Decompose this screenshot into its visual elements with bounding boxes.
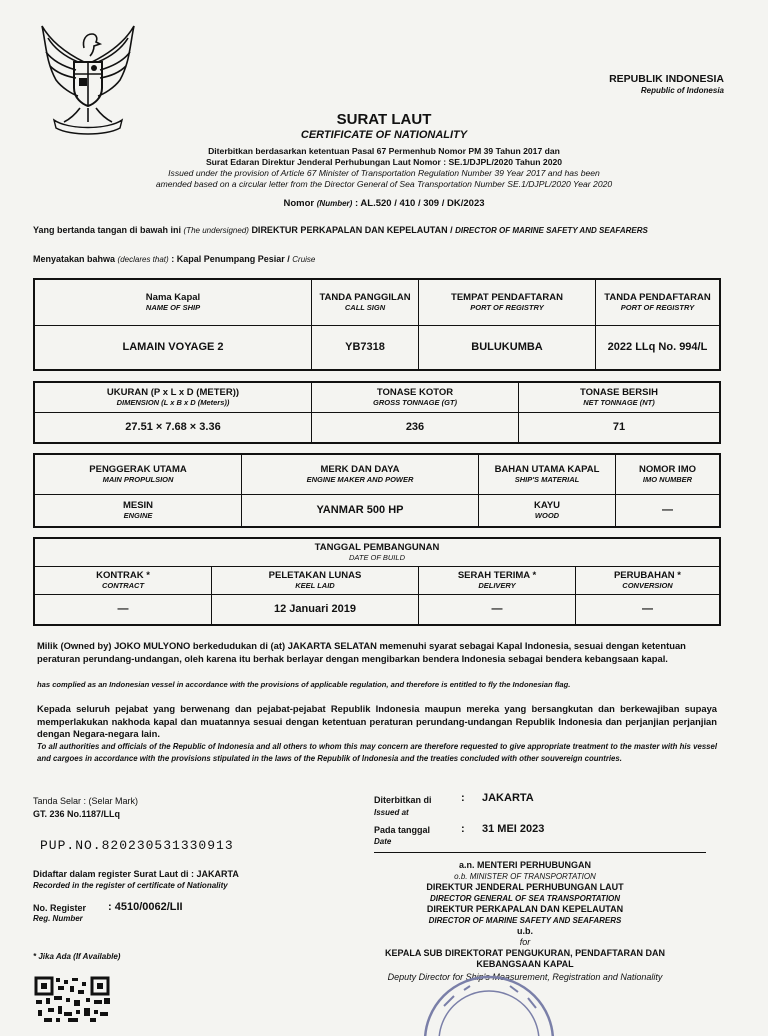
header-label-en: PORT OF REGISTRY xyxy=(470,302,544,312)
delivery-value: — xyxy=(419,594,576,625)
header-label: MERK DAN DAYA xyxy=(320,463,400,475)
header-registration-mark xyxy=(596,279,721,325)
signature-ub: u.b. xyxy=(517,926,533,936)
header-label: TONASE KOTOR xyxy=(376,386,454,398)
header-label-en: CONVERSION xyxy=(622,580,673,590)
value-label-en: WOOD xyxy=(534,510,560,520)
registered-at-en: Recorded in the register of certificate of Nationality xyxy=(33,881,228,890)
divider xyxy=(374,852,706,853)
register-number-value: : 4510/0062/LII xyxy=(108,901,183,913)
table-header-row xyxy=(34,454,720,494)
header-label-en: CALL SIGN xyxy=(344,302,386,312)
header-label-en: ENGINE MAKER AND POWER xyxy=(306,474,414,484)
header-label: TEMPAT PENDAFTARAN xyxy=(451,291,563,303)
header-label: PELETAKAN LUNAS xyxy=(268,569,362,581)
header-port-registry xyxy=(419,279,596,325)
legal-basis-line: Diterbitkan berdasarkan ketentuan Pasal 67 Permenhub Nomor PM 39 Tahun 2017 dan xyxy=(208,146,560,156)
header-label-en: DELIVERY xyxy=(478,580,516,590)
conversion-value: — xyxy=(576,594,721,625)
registered-at: Didaftar dalam register Surat Laut di : JAKARTA xyxy=(33,869,239,879)
undersigned-label: Yang bertanda tangan di bawah ini xyxy=(33,225,182,235)
ship-material-value xyxy=(479,494,616,527)
ownership-statement: Milik (Owned by) JOKO MULYONO berkedudukan di (at) JAKARTA SELATAN memenuhi syarat sebagai Kapal Indonesia, sesuai dengan ketentuan peraturan perundang-undangan, oleh karena itu berhak berlayar dengan mengibarkan bendera Indonesia sebagai bendera kebangsaan kapal. xyxy=(37,640,686,664)
declares-label: Menyatakan bahwa xyxy=(33,254,116,264)
header-gross-tonnage xyxy=(312,382,519,412)
undersigned-statement xyxy=(33,225,723,237)
imo-number-value: — xyxy=(616,494,721,527)
header-label-en: NAME OF SHIP xyxy=(145,302,201,312)
issued-at-label: Diterbitkan di xyxy=(374,795,432,805)
legal-basis-line-en: Issued under the provision of Article 67 Minister of Transportation Regulation Number 39 Year 2017 and has been xyxy=(168,168,600,178)
header-call-sign xyxy=(312,279,419,325)
header-label-en: IMO NUMBER xyxy=(642,474,693,484)
table-row xyxy=(34,325,720,370)
table-header-row xyxy=(34,382,720,412)
date-of-build-title xyxy=(34,538,720,566)
authorities-request: Kepada seluruh pejabat yang berwenang dan pejabat-pejabat Republik Indonesia maupun mereka yang bersangkutan dan berkewajiban supaya memperlakukan nakhoda kapal dan muatannya sesuai dengan ketentuan peraturan perundang-undangan Republik Indonesia dan perjanjian perjanjian dengan Negara-negara lain. xyxy=(37,703,717,739)
date-label: Pada tanggal xyxy=(374,825,431,835)
dimension-value: 27.51 × 7.68 × 3.36 xyxy=(34,412,312,443)
table-header-row xyxy=(34,279,720,325)
net-tonnage-value: 71 xyxy=(519,412,721,443)
keel-laid-value: 12 Januari 2019 xyxy=(212,594,419,625)
header-label-en: SHIP'S MATERIAL xyxy=(514,474,580,484)
header-contract xyxy=(34,566,212,594)
certificate-number xyxy=(0,198,768,209)
header-label: TANDA PANGGILAN xyxy=(319,291,411,303)
header-label: Nama Kapal xyxy=(145,291,201,303)
table-title-row xyxy=(34,538,720,566)
date-of-build-table xyxy=(33,537,721,626)
propulsion-table xyxy=(33,453,721,528)
issued-at-label-en: Issued at xyxy=(374,808,409,817)
legal-basis xyxy=(94,146,674,190)
signature-line: KEPALA SUB DIREKTORAT PENGUKURAN, PENDAFTARAN DAN KEBANGSAAN KAPAL xyxy=(384,948,665,969)
if-available-note: * Jika Ada (If Available) xyxy=(33,952,121,961)
header-label: NOMOR IMO xyxy=(639,463,696,475)
signature-line: a.n. MENTERI PERHUBUNGAN xyxy=(458,860,591,870)
header-engine-maker xyxy=(242,454,479,494)
header-label: PERUBAHAN * xyxy=(613,569,682,581)
registration-mark: 2022 LLq No. 994/L xyxy=(596,325,721,370)
header-label: TANDA PENDAFTARAN xyxy=(604,291,711,303)
header-label-en: DATE OF BUILD xyxy=(349,552,405,562)
header-label-en: GROSS TONNAGE (GT) xyxy=(372,397,458,407)
issued-at-value: JAKARTA xyxy=(482,792,534,804)
republic-title-en: Republic of Indonesia xyxy=(640,86,724,95)
signature-line-en: DIRECTOR GENERAL OF SEA TRANSPORTATION xyxy=(429,894,621,903)
undersigned-value: DIREKTUR PERKAPALAN DAN KEPELAUTAN / xyxy=(251,225,453,235)
value-label-en: ENGINE xyxy=(123,510,153,520)
undersigned-value-en: DIRECTOR OF MARINE SAFETY AND SEAFARERS xyxy=(455,226,648,235)
number-value: : AL.520 / 410 / 309 / DK/2023 xyxy=(354,198,485,209)
register-number-label: No. Register xyxy=(33,903,87,913)
signature-for: for xyxy=(519,937,531,947)
declares-statement xyxy=(33,254,723,266)
legal-basis-line: Surat Edaran Direktur Jenderal Perhubungan Laut Nomor : SE.1/DJPL/2020 Tahun 2020 xyxy=(205,157,563,167)
ownership-statement-en: has complied as an Indonesian vessel in accordance with the provisions of applicable regulation, and therefore is entitled to fly the Indonesian flag. xyxy=(37,680,571,689)
ship-name: LAMAIN VOYAGE 2 xyxy=(34,325,312,370)
date-value: 31 MEI 2023 xyxy=(482,823,545,835)
header-label-en: DIMENSION (L x B x D (Meters)) xyxy=(116,397,230,407)
value-label: KAYU xyxy=(533,499,561,511)
call-sign: YB7318 xyxy=(312,325,419,370)
signature-line-en: Deputy Director for Ship's Measurement, Registration and Nationality xyxy=(387,972,663,982)
header-label: KONTRAK * xyxy=(96,569,150,581)
ship-identity-table xyxy=(33,278,721,371)
header-label: UKURAN (P x L x D (METER)) xyxy=(106,386,240,398)
header-label: PENGGERAK UTAMA xyxy=(89,463,187,475)
selar-mark-value: GT. 236 No.1187/LLq xyxy=(33,809,121,819)
header-label-en: MAIN PROPULSION xyxy=(102,474,174,484)
pup-number: PUP.NO.820230531330913 xyxy=(40,838,234,853)
engine-maker-value: YANMAR 500 HP xyxy=(242,494,479,527)
official-stamp-icon xyxy=(414,966,564,1036)
header-ship-material xyxy=(479,454,616,494)
header-label-en: CONTRACT xyxy=(101,580,145,590)
table-header-row xyxy=(34,566,720,594)
declares-value: : Kapal Penumpang Pesiar / xyxy=(171,254,290,264)
header-label: TANGGAL PEMBANGUNAN xyxy=(314,541,440,553)
header-dimension xyxy=(34,382,312,412)
table-row xyxy=(34,494,720,527)
issued-at-separator: : xyxy=(461,792,465,804)
date-separator: : xyxy=(461,823,465,835)
header-net-tonnage xyxy=(519,382,721,412)
header-label: TONASE BERSIH xyxy=(580,386,658,398)
signature-line-en: DIRECTOR OF MARINE SAFETY AND SEAFARERS xyxy=(428,916,622,925)
document-title: SURAT LAUT xyxy=(336,111,432,128)
authorities-request-en: To all authorities and officials of the Republic of Indonesia and all others to whom this may concern are therefore requested to give appropriate treatment to the master with his vessel and cargoes in accordance with the provisions stipulated in the laws of the Republik of Indonesia and the treaties concluded with other souvereign countries. xyxy=(37,742,717,763)
undersigned-label-en: (The undersigned) xyxy=(183,226,249,235)
table-row xyxy=(34,594,720,625)
tonnage-table xyxy=(33,381,721,444)
signature-line-en: o.b. MINISTER OF TRANSPORTATION xyxy=(454,872,596,881)
document-subtitle: CERTIFICATE OF NATIONALITY xyxy=(300,129,468,141)
header-label-en: NET TONNAGE (NT) xyxy=(583,397,655,407)
table-row xyxy=(34,412,720,443)
main-propulsion-value xyxy=(34,494,242,527)
number-label: Nomor xyxy=(283,198,315,209)
gross-tonnage-value: 236 xyxy=(312,412,519,443)
header-keel-laid xyxy=(212,566,419,594)
header-label: BAHAN UTAMA KAPAL xyxy=(494,463,600,475)
signature-block xyxy=(340,860,710,983)
port-registry: BULUKUMBA xyxy=(419,325,596,370)
contract-value: — xyxy=(34,594,212,625)
header-main-propulsion xyxy=(34,454,242,494)
header-label: SERAH TERIMA * xyxy=(457,569,537,581)
header-conversion xyxy=(576,566,721,594)
republic-title: REPUBLIK INDONESIA xyxy=(609,73,724,85)
header-label-en: PORT OF REGISTRY xyxy=(620,302,695,312)
number-label-en: (Number) xyxy=(316,199,353,208)
header-delivery xyxy=(419,566,576,594)
header-ship-name xyxy=(34,279,312,325)
selar-mark-label: Tanda Selar : (Selar Mark) xyxy=(33,796,139,806)
header-label-en: KEEL LAID xyxy=(295,580,335,590)
signature-line: DIREKTUR PERKAPALAN DAN KEPELAUTAN xyxy=(426,904,624,914)
signature-line: DIREKTUR JENDERAL PERHUBUNGAN LAUT xyxy=(426,882,624,892)
declares-label-en: (declares that) xyxy=(117,255,169,264)
header-imo-number xyxy=(616,454,721,494)
qr-code-icon xyxy=(34,976,112,1024)
register-number-label-en: Reg. Number xyxy=(33,914,83,923)
declares-value-en: Cruise xyxy=(292,255,316,264)
legal-basis-line-en: amended based on a circular letter from the Director General of Sea Transportation Number SE.1/DJPL/2020 Year 2020 xyxy=(155,179,613,189)
date-label-en: Date xyxy=(374,837,392,846)
value-label: MESIN xyxy=(122,499,154,511)
